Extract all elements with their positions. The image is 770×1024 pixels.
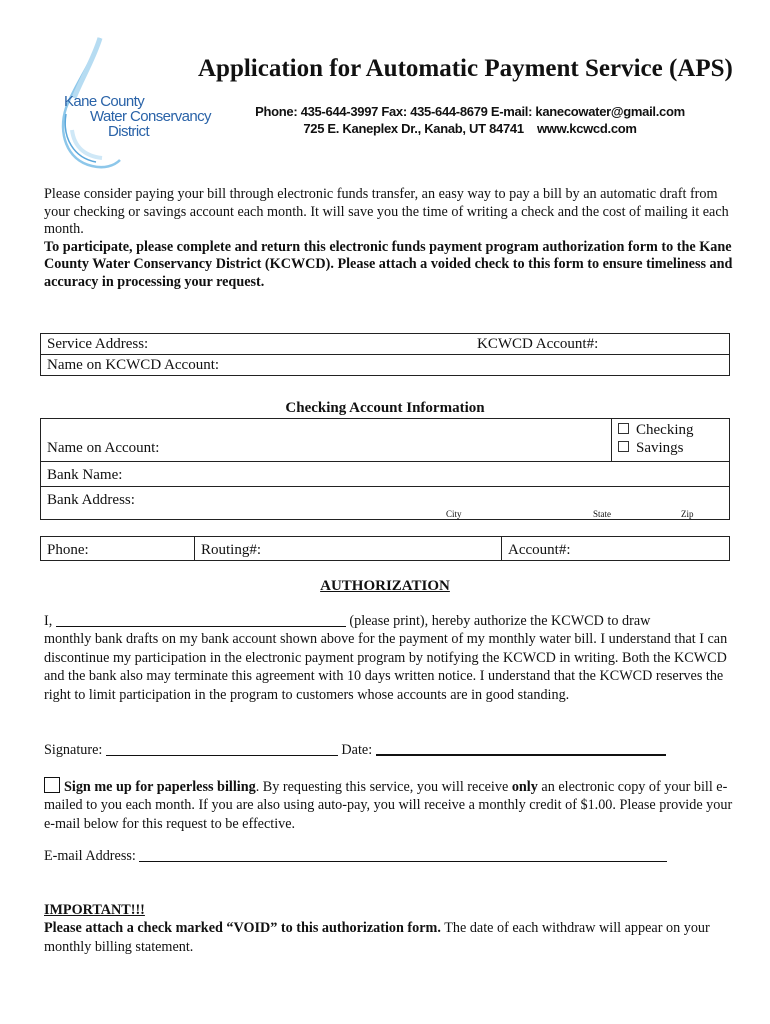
logo-line-3: District [108, 123, 150, 140]
logo-line-1: Kane County [64, 93, 145, 110]
contact-line-1: Phone: 435-644-3997 Fax: 435-644-8679 E-mail: kanecowater@gmail.com [255, 104, 685, 119]
checking-option-label: Checking [636, 422, 694, 438]
kcwcd-account-field[interactable] [621, 335, 726, 353]
email-label: E-mail Address: [44, 848, 136, 864]
important-paragraph [44, 901, 734, 956]
authorization-prefix: I, [44, 613, 53, 629]
savings-option[interactable] [618, 440, 684, 457]
routing-label: Routing#: [201, 542, 262, 558]
zip-label: Zip [681, 509, 694, 519]
authorization-heading: AUTHORIZATION [320, 578, 450, 594]
bank-account-number-field[interactable] [581, 540, 721, 558]
important-text: The date of each withdraw will appear on your monthly billing statement. [44, 920, 710, 955]
service-address-field[interactable] [161, 335, 501, 353]
bank-phone-field[interactable] [101, 540, 189, 558]
signature-label: Signature: [44, 742, 103, 758]
intro-paragraph [44, 186, 734, 292]
intro-bold-text: To participate, please complete and return this electronic funds payment program authorization form to the Kane County Water Conservancy District (KCWCD). Please attach a voided check to this form to ensure timeliness and accuracy in processing your request. [44, 238, 733, 290]
signature-row [44, 740, 734, 759]
bank-numbers-box [40, 536, 730, 561]
bank-name-label: Bank Name: [47, 467, 123, 483]
authorization-body: monthly bank drafts on my bank account shown above for the payment of my monthly water bill. I understand that I can discontinue my participation in the electronic payment program by notifying the KCWCD in writing. Both the KCWCD and the bank also may terminate this agreement with 10 days written notice. I understand that the KCWCD reserves the right to limit participation in the program to customers whose accounts are in good standing. [44, 631, 728, 703]
bank-account-name-label: Name on Account: [47, 440, 160, 456]
paperless-label: Sign me up for paperless billing [64, 779, 256, 795]
contact-info [215, 103, 725, 137]
checking-checkbox[interactable] [618, 423, 629, 434]
date-field[interactable] [376, 740, 666, 756]
checking-heading: Checking Account Information [285, 400, 485, 416]
bank-address-field[interactable] [151, 490, 721, 508]
paperless-paragraph [44, 777, 734, 833]
service-address-label: Service Address: [47, 336, 149, 352]
savings-checkbox[interactable] [618, 441, 629, 452]
state-label: State [593, 509, 611, 519]
contact-line-2: 725 E. Kaneplex Dr., Kanab, UT 84741 www.kcwcd.com [303, 121, 637, 136]
account-name-label: Name on KCWCD Account: [47, 357, 220, 373]
paperless-text-b: an electronic copy of your bill e-mailed to you each month. If you are also using auto-pay, you will receive a monthly credit of $1.00. Please provide your e-mail below for this request to be effective. [44, 779, 733, 832]
city-label: City [446, 509, 462, 519]
bank-account-number-label: Account#: [508, 542, 571, 558]
intro-text: Please consider paying your bill through electronic funds transfer, an easy way to pay a bill by an automatic draft from your checking or savings account each month. It will save you the time of writing a check and the cost of mailing it each month. [44, 186, 729, 238]
email-row [44, 847, 734, 865]
paperless-checkbox[interactable] [44, 777, 60, 793]
email-field[interactable] [139, 847, 667, 862]
authorizer-name-field[interactable] [56, 612, 346, 627]
account-name-field[interactable] [241, 356, 721, 374]
savings-option-label: Savings [636, 440, 684, 456]
bank-address-label: Bank Address: [47, 492, 135, 508]
logo-line-2: Water Conservancy [90, 108, 211, 125]
kcwcd-account-label: KCWCD Account#: [477, 336, 599, 352]
service-info-box [40, 333, 730, 376]
paperless-only: only [511, 779, 538, 795]
important-bold-text: Please attach a check marked “VOID” to this authorization form. [44, 920, 441, 937]
bank-phone-label: Phone: [47, 542, 89, 558]
authorization-paragraph [44, 612, 734, 704]
checking-info-box [40, 418, 730, 520]
bank-name-field[interactable] [141, 465, 721, 483]
signature-field[interactable] [106, 741, 338, 756]
kcwcd-logo [52, 34, 212, 172]
bank-account-name-field[interactable] [176, 439, 606, 457]
paperless-text-a: . By requesting this service, you will receive [255, 779, 512, 795]
checking-option[interactable] [618, 422, 694, 439]
page-title: Application for Automatic Payment Service (APS) [198, 55, 733, 82]
routing-field[interactable] [276, 540, 496, 558]
date-label: Date: [341, 742, 373, 758]
authorization-print-note: (please print), hereby authorize the KCWCD to draw [349, 613, 651, 629]
important-heading: IMPORTANT!!! [44, 902, 145, 918]
